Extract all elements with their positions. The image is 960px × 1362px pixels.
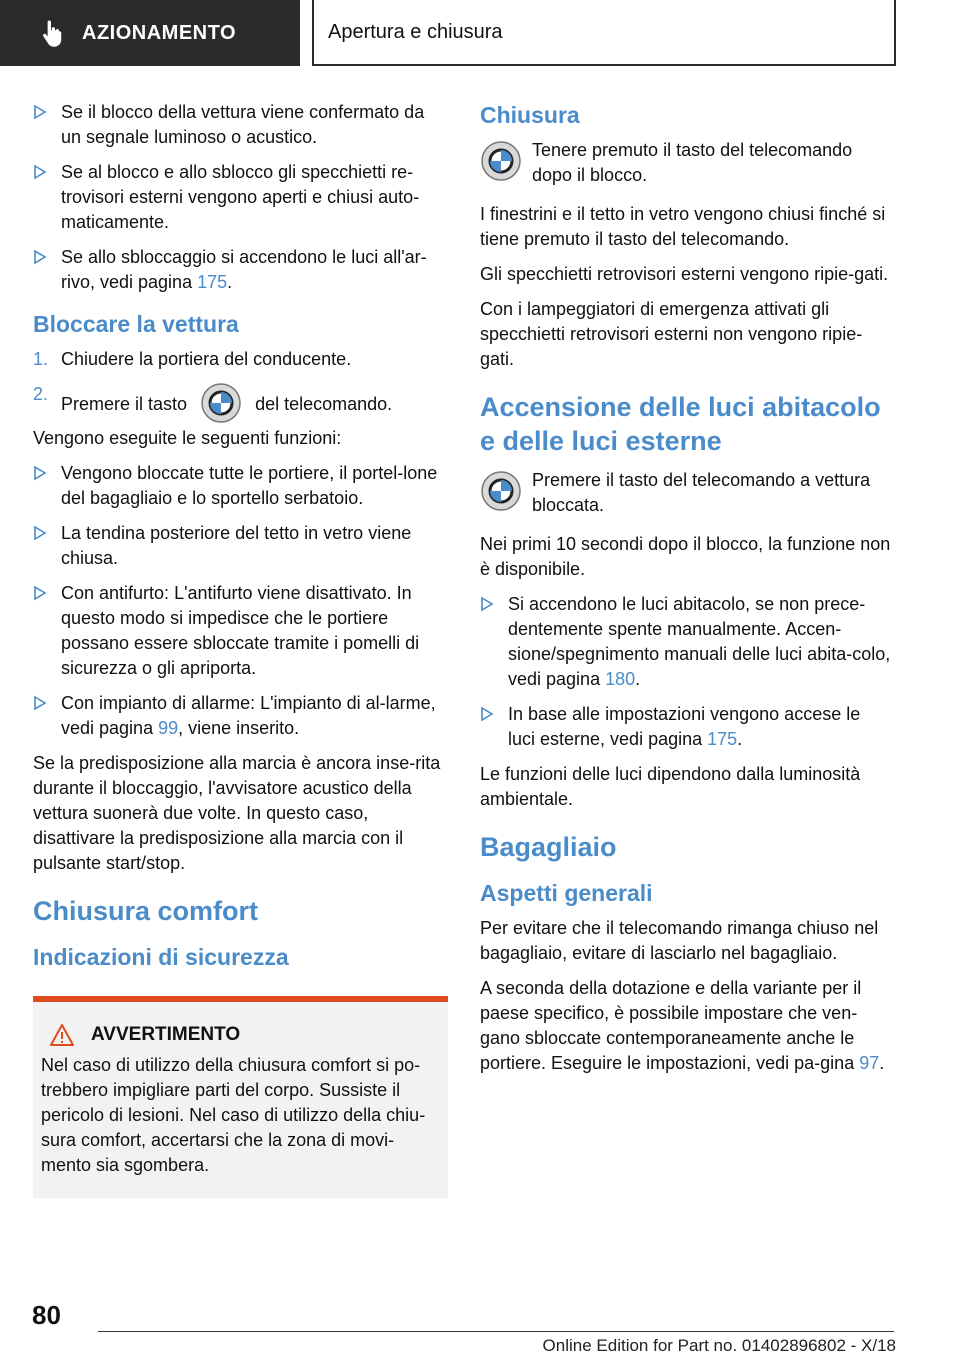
key-instruction — [480, 468, 892, 518]
list-item — [33, 521, 448, 571]
heading-closing: Chiusura — [480, 102, 580, 128]
list-item-text-after: , viene inserito. — [178, 718, 300, 738]
heading-trunk: Bagagliaio — [480, 832, 617, 862]
page-title — [312, 0, 896, 66]
key-instruction-text: Premere il tasto del telecomando a vettura bloccata. — [532, 470, 871, 515]
heading-lock-vehicle: Bloccare la vettura — [33, 311, 239, 337]
list-item — [33, 581, 448, 681]
triangle-bullet-icon — [33, 585, 47, 601]
list-item — [33, 461, 448, 511]
heading-interior-lights: Accensione delle luci abitacolo e delle luci esterne — [480, 392, 881, 456]
section-tab — [0, 0, 300, 66]
warning-triangle-icon — [49, 1023, 75, 1047]
step-item — [33, 382, 448, 424]
warning-text: Nel caso di utilizzo della chiusura comfort si po-trebbero impigliare parti del corpo. Sussiste il pericolo di lesioni. Nel caso di utilizzo della chiu-sura comfort, accertarsi che la zona di movi-mento sia sgombera. — [41, 1055, 426, 1175]
key-instruction — [480, 138, 892, 188]
list-item — [33, 160, 448, 235]
warning-header — [41, 1022, 440, 1047]
page-link[interactable]: 180 — [605, 669, 636, 689]
list-item-text: Se il blocco della vettura viene confermato da un segnale luminoso o acustico. — [61, 102, 425, 147]
paragraph: Nei primi 10 secondi dopo il blocco, la funzione non è disponibile. — [480, 534, 891, 579]
right-column — [480, 100, 892, 1086]
list-item — [33, 100, 448, 150]
triangle-bullet-icon — [480, 706, 494, 722]
list-item-text: Con impianto di allarme: L'impianto di al-larme, vedi pagina — [61, 693, 436, 738]
list-item-text: Vengono bloccate tutte le portiere, il portel-lone del bagagliaio e lo sportello serbatoio. — [61, 463, 438, 508]
step-number: 2. — [33, 384, 49, 404]
triangle-bullet-icon — [33, 249, 47, 265]
remote-lock-key-icon — [480, 470, 522, 512]
key-instruction-text: Tenere premuto il tasto del telecomando dopo il blocco. — [532, 140, 853, 185]
step-number: 1. — [33, 349, 49, 369]
footer-edition: Online Edition for Part no. 01402896802 - X/18 — [542, 1336, 896, 1355]
step-text-after: del telecomando. — [255, 394, 393, 414]
list-item: In base alle impostazioni vengono accese le luci esterne, vedi pagina 175. — [480, 702, 892, 752]
remote-lock-key-icon — [480, 140, 522, 182]
footer-divider — [98, 1331, 894, 1332]
page-link[interactable]: 99 — [158, 718, 179, 738]
section-label: AZIONAMENTO — [82, 21, 237, 44]
list-item-text: La tendina posteriore del tetto in vetro viene chiusa. — [61, 523, 412, 568]
paragraph: Con i lampeggiatori di emergenza attivati gli specchietti retrovisori esterni non vengono ripie-gati. — [480, 299, 863, 369]
paragraph: Se la predisposizione alla marcia è ancora inse-rita durante il bloccaggio, l'avvisatore acustico della vettura suonerà due volte. In questo caso, disattivare la predisposizione alla marcia con il pulsante start/stop. — [33, 753, 441, 873]
list-item-text: In base alle impostazioni vengono accese le luci esterne, vedi pagina — [508, 704, 861, 749]
triangle-bullet-icon — [33, 525, 47, 541]
step-text: Chiudere la portiera del conducente. — [61, 349, 352, 369]
triangle-bullet-icon — [33, 164, 47, 180]
paragraph: Per evitare che il telecomando rimanga chiuso nel bagagliaio, evitare di lasciarlo nel bagagliaio. — [480, 918, 879, 963]
heading-comfort-closing: Chiusura comfort — [33, 896, 259, 926]
list-item: Se allo sbloccaggio si accendono le luci all'ar-rivo, vedi pagina 175. — [33, 245, 448, 295]
step-item — [33, 347, 448, 372]
paragraph: Le funzioni delle luci dipendono dalla luminosità ambientale. — [480, 764, 861, 809]
triangle-bullet-icon — [480, 596, 494, 612]
paragraph: Vengono eseguite le seguenti funzioni: — [33, 428, 342, 448]
heading-general: Aspetti generali — [480, 880, 653, 906]
page-link[interactable]: 97 — [859, 1053, 880, 1073]
list-item: Si accendono le luci abitacolo, se non prece-dentemente spente manualmente. Accen-sione/spegnimento manuali delle luci abita-colo, vedi pagina 180. — [480, 592, 892, 692]
triangle-bullet-icon — [33, 104, 47, 120]
paragraph: I finestrini e il tetto in vetro vengono chiusi finché si tiene premuto il tasto del telecomando. — [480, 204, 886, 249]
list-item-text: Con antifurto: L'antifurto viene disattivato. In questo modo si impedisce che le portiere possano essere sbloccate tramite i pomelli di sicurezza o gli apriporta. — [61, 583, 420, 678]
warning-box — [33, 996, 448, 1198]
page-title-text: Apertura e chiusura — [328, 20, 503, 43]
page-link[interactable]: 175 — [707, 729, 738, 749]
heading-safety-notes: Indicazioni di sicurezza — [33, 944, 289, 970]
triangle-bullet-icon — [33, 695, 47, 711]
step-text: Premere il tasto — [61, 394, 188, 414]
list-item-text: Si accendono le luci abitacolo, se non prece-dentemente spente manualmente. Accen-sione/spegnimento manuali delle luci abita-colo, vedi pagina — [508, 594, 891, 689]
page-number: 80 — [32, 1300, 61, 1330]
list-item-text: Se al blocco e allo sblocco gli specchietti re-trovisori esterni vengono aperti e chiusi auto-maticamente. — [61, 162, 420, 232]
page-link[interactable]: 175 — [197, 272, 228, 292]
warning-title: AVVERTIMENTO — [91, 1024, 241, 1045]
list-item — [33, 691, 448, 741]
remote-lock-key-icon — [200, 382, 242, 424]
list-item-text: Se allo sbloccaggio si accendono le luci all'ar-rivo, vedi pagina — [61, 247, 427, 292]
paragraph: Gli specchietti retrovisori esterni vengono ripie-gati. — [480, 264, 889, 284]
triangle-bullet-icon — [33, 465, 47, 481]
paragraph-text: A seconda della dotazione e della variante per il paese specifico, è possibile impostare che ven-gano sbloccate contemporaneamente anche le portiere. Eseguire le impostazioni, vedi pa-gina — [480, 978, 862, 1073]
hand-pointer-icon — [38, 18, 68, 48]
left-column — [33, 100, 448, 1198]
paragraph: A seconda della dotazione e della variante per il paese specifico, è possibile impostare che ven-gano sbloccate contemporaneamente anche le portiere. Eseguire le impostazioni, vedi pa-gina 97. — [480, 978, 885, 1073]
